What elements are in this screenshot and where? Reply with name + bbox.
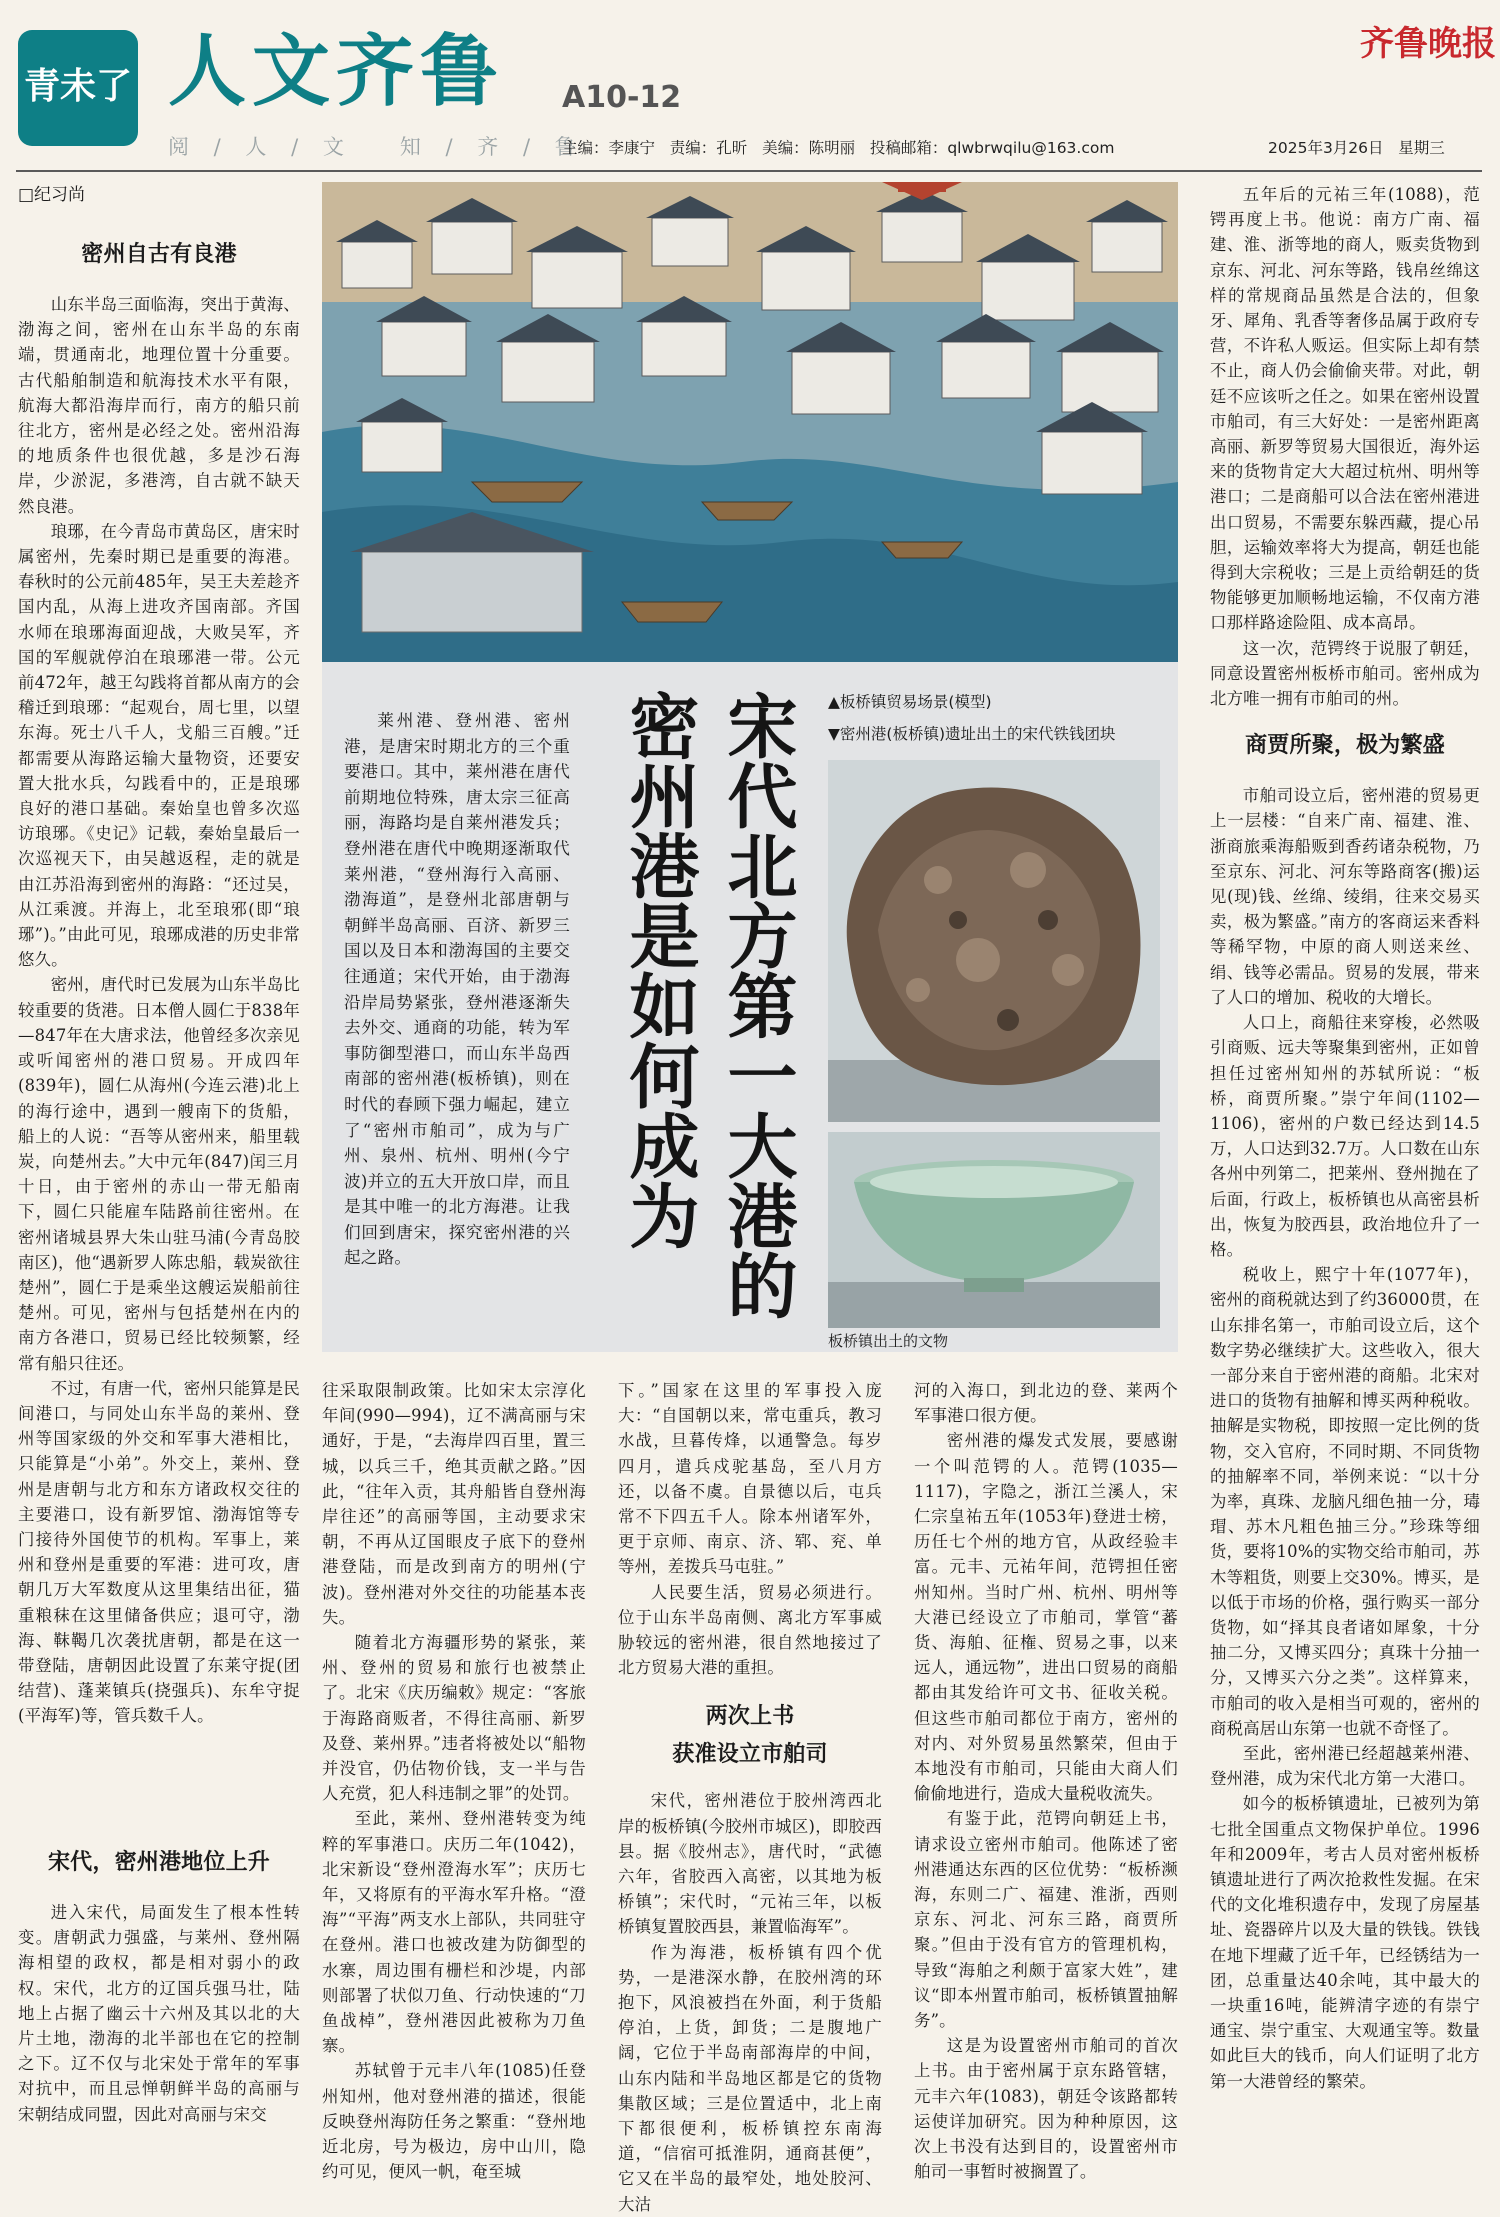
logo-text: 青未了 <box>23 66 132 107</box>
paragraph: 市舶司设立后，密州港的贸易更上一层楼：“自来广南、福建、淮、浙商旅乘海船贩到香药诸杂税物，乃至京东、河北、河东等路商客(搬)运见(现)钱、丝绵、绫绢，往来交易买卖，极为繁盛。”南方的客商运来香料等稀罕物，中原的商人则送来丝、绢、钱等必需品。贸易的发展，带来了人口的增加、税收的大增长。 <box>1210 786 1480 1007</box>
masthead <box>0 0 1500 180</box>
caption-top-photo: ▲板桥镇贸易场景(模型) <box>828 693 992 711</box>
paragraph: 下。”国家在这里的军事投入庞大：“自国朝以来，常屯重兵，教习水战，旦暮传烽，以通警急。每岁四月，遣兵戍驼基岛，至八月方还，以备不虞。自景德以后，屯兵常不下四五千人。除本州诸军外，更于京师、南京、济、郓、兖、单等州，差拨兵马屯驻。” <box>618 1381 882 1577</box>
paragraph: 至此，莱州、登州港转变为纯粹的军事港口。庆历二年(1042)，北宋新设“登州澄海水军”；庆历七年，又将原有的平海水军升格。“澄海”“平海”两支水上部队，共同驻守在登州。港口也被改建为防御型的水寨，周边围有栅栏和沙堤，内部则部署了状似刀鱼、行动快速的“刀鱼战棹”，登州港因此被称为刀鱼寨。 <box>322 1809 586 2056</box>
celadon-bowl-photo <box>828 1132 1160 1328</box>
subhead-prosperity: 商贾所聚，极为繁盛 <box>1245 733 1445 759</box>
column-4 <box>914 1378 1178 2190</box>
harbor-model-photo <box>322 182 1178 662</box>
paragraph: 如今的板桥镇遗址，已被列为第七批全国重点文物保护单位。1996年和2009年，考古人员对密州板桥镇遗址进行了两次抢救性发掘。在宋代的文化堆积遗存中，发现了房屋基址、瓷器碎片以及大量的铁钱。铁钱在地下埋藏了近千年，已经锈结为一团，总重量达40余吨，其中最大的一块重16吨，能辨清字迹的有崇宁通宝、崇宁重宝、大观通宝等。数量如此巨大的钱币，向人们证明了北方第一大港曾经的繁荣。 <box>1210 1794 1480 2091</box>
paragraph: 这一次，范锷终于说服了朝廷，同意设置密州板桥市舶司。密州成为北方唯一拥有市舶司的州。 <box>1210 638 1480 709</box>
header-rule <box>16 170 1482 172</box>
credits-line: 主编：李康宁 责编：孔昕 美编：陈明丽 投稿邮箱：qlwbrwqilu@163.com <box>562 139 1115 157</box>
paragraph: 苏轼曾于元丰八年(1085)任登州知州，他对登州港的描述，很能反映登州海防任务之繁重：“登州地近北房，号为极边，房中山川，隐约可见，便风一帆，奄至城 <box>322 2061 586 2182</box>
paragraph: 宋代，密州港位于胶州湾西北岸的板桥镇(今胶州市城区)，即胶西县。据《胶州志》，唐代时，“武德六年，省胶西入高密，以其地为板桥镇”；宋代时，“元祐三年，以板桥镇复置胶西县，兼置临海军”。 <box>618 1791 882 1937</box>
column-1 <box>18 240 300 1726</box>
tagline: 阅 / 人 / 文 知 / 齐 / 鲁 <box>168 135 585 159</box>
subhead-song-rise: 宋代，密州港地位上升 <box>47 1850 270 1875</box>
author-byline: □纪习尚 <box>18 185 86 205</box>
subhead-two-petitions: 两次上书 <box>705 1704 795 1730</box>
column-3 <box>618 1378 882 2214</box>
celadon-bowl-illustration <box>828 1132 1160 1328</box>
harbor-model-illustration <box>322 182 1178 662</box>
lead-text: 莱州港、登州港、密州港，是唐宋时期北方的三个重要港口。其中，莱州港在唐代前期地位特殊，唐太宗三征高丽，海路均是自莱州港发兵；登州港在唐代中晚期逐渐取代莱州港，“登州海行入高丽、渤海道”，是登州北部唐朝与朝鲜半岛高丽、百济、新罗三国以及日本和渤海国的主要交往通道；宋代开始，由于渤海沿岸局势紧张，登州港逐渐失去外交、通商的功能，转为军事防御型港口，而山东半岛西南部的密州港(板桥镇)，则在时代的春顾下强力崛起，建立了“密州市舶司”，成为与广州、泉州、杭州、明州(今宁波)并立的五大开放口岸，而且是其中唯一的北方海港。让我们回到唐宋，探究密州港的兴起之路。 <box>344 711 570 1268</box>
paragraph: 随着北方海疆形势的紧张，莱州、登州的贸易和旅行也被禁止了。北宋《庆历编敕》规定：“客旅于海路商贩者，不得往高丽、新罗及登、莱州界。”违者将被处以“船物并没官，仍估物价钱，支一半与告人充赏，犯人科违制之罪”的处罚。 <box>322 1633 586 1804</box>
paragraph: 密州，唐代时已发展为山东半岛比较重要的货港。日本僧人圆仁于838年—847年在大唐求法，他曾经多次亲见或听闻密州的港口贸易。开成四年(839年)，圆仁从海州(今连云港)北上的海行途中，遇到一艘南下的货船，船上的人说：“吾等从密州来，船里载炭，向楚州去。”大中元年(847)闰三月十日，由于密州的赤山一带无船南下，圆仁只能雇车陆路前往密州。在密州诸城县界大朱山驻马浦(今青岛胶南区)，他“遇新罗人陈忠船，载炭欲往楚州”，圆仁于是乘坐这艘运炭船前往楚州。可见，密州与包括楚州在内的南方各港口，贸易已经比较频繁，经常有船只往还。 <box>18 975 300 1373</box>
headline-left: 密州港是如何成为 <box>618 690 701 1250</box>
page-range: A10-12 <box>562 80 682 115</box>
paragraph: 人口上，商船往来穿梭，必然吸引商贩、远夫等聚集到密州，正如曾担任过密州知州的苏轼所说：“板桥，商贾所聚。”崇宁年间(1102—1106)，密州的户数已经达到14.5万，人口达到32.7万。人口数在山东各州中列第二，把莱州、登州抛在了后面，行政上，板桥镇也从高密县析出，恢复为胶西县，政治地位升了一格。 <box>1210 1013 1480 1259</box>
paragraph: 这是为设置密州市舶司的首次上书。由于密州属于京东路管辖，元丰六年(1083)，朝廷令该路都转运使详加研究。因为种种原因，这次上书没有达到目的，设置密州市舶司一事暂时被搁置了。 <box>914 2036 1178 2182</box>
iron-coin-photo <box>828 760 1160 1122</box>
column-2 <box>322 1378 586 2190</box>
paragraph: 至此，密州港已经超越莱州港、登州港，成为宋代北方第一大港口。 <box>1210 1743 1480 1789</box>
paragraph: 不过，有唐一代，密州只能算是民间港口，与同处山东半岛的莱州、登州等国家级的外交和军事大港相比，只能算是“小弟”。外交上，莱州、登州是唐朝与北方和东方诸政权交往的主要港口，设有新罗馆、渤海馆等专门接待外国使节的机构。军事上，莱州和登州是重要的军港：进可攻，唐朝几万大军数度从这里集结出征，猫重粮秣在这里储备供应；退可守，渤海、靺鞨几次袭扰唐朝，都是在这一带登陆，唐朝因此设置了东莱守捉(团结营)、蓬莱镇兵(挠强兵)、东牟守捉(平海军)等，管兵数千人。 <box>18 1378 300 1726</box>
iron-coin-lump-illustration <box>828 760 1160 1122</box>
paragraph: 山东半岛三面临海，突出于黄海、渤海之间，密州在山东半岛的东南端，贯通南北，地理位置十分重要。古代船舶制造和航海技术水平有限，航海大都沿海岸而行，南方的船只前往北方，密州是必经之处。密州沿海的地质条件也很优越，多是沙石海岸，少淤泥，多港湾，自古就不缺天然良港。 <box>18 295 300 516</box>
paragraph: 河的入海口，到北边的登、莱两个军事港口很方便。 <box>914 1381 1178 1426</box>
section-title: 人文齐鲁 <box>168 26 505 117</box>
paragraph: 作为海港，板桥镇有四个优势，一是港深水静，在胶州湾的环抱下，风浪被挡在外面，利于货船停泊，上货，卸货；二是腹地广阔，它位于半岛南部海岸的中间，山东内陆和半岛地区都是它的货物集散区域；三是位置适中，北上南下都很便利，板桥镇控东南海道，“信宿可抵淮阴，通商甚便”，它又在半岛的最窄处，地处胶河、大沽 <box>618 1942 882 2214</box>
paragraph: 有鉴于此，范锷向朝廷上书，请求设立密州市舶司。他陈述了密州港通达东西的区位优势：“板桥濒海，东则二广、福建、淮浙，西则京东、河北、河东三路，商贾所聚。”但由于没有官方的管理机构，导致“海舶之利颇于富家大姓”，建议“即本州置市舶司，板桥镇置抽解务”。 <box>914 1809 1178 2031</box>
subhead-shibosi: 获准设立市舶司 <box>672 1742 828 1768</box>
column-1-lower <box>18 1848 300 2188</box>
paragraph: 人民要生活，贸易必须进行。位于山东半岛南侧、离北方军事威胁较远的密州港，很自然地接过了北方贸易大港的重担。 <box>618 1582 882 1678</box>
paragraph: 进入宋代，局面发生了根本性转变。唐朝武力强盛，与莱州、登州隔海相望的政权，都是相对弱小的政权。宋代，北方的辽国兵强马壮，陆地上占据了幽云十六州及其以北的大片土地，渤海的北半部也在它的控制之下。辽不仅与北宋处于常年的军事对抗中，而且忌惮朝鲜半岛的高丽与宋朝结成同盟，因此对高丽与宋交 <box>18 1903 300 2124</box>
paragraph: 琅琊，在今青岛市黄岛区，唐宋时属密州，先秦时期已是重要的海港。春秋时的公元前485年，吴王夫差趁齐国内乱，从海上进攻齐国南部。齐国水师在琅琊海面迎战，大败吴军，齐国的军舰就停泊在琅琊港一带。公元前472年，越王勾践将首都从南方的会稽迁到琅琊：“起观台，周七里，以望东海。死士八千人，戈船三百艘。”迁都需要从海路运输大量物资，还要安置大批水兵，勾践看中的，正是琅琊良好的港口基础。秦始皇也曾多次巡访琅琊。《史记》记载，秦始皇最后一次巡视天下，由吴越返程，走的就是由江苏沿海到密州的海路：“还过吴，从江乘渡。并海上，北至琅邪(即“琅琊”)。”由此可见，琅琊成港的历史非常悠久。 <box>18 521 300 970</box>
paragraph: 五年后的元祐三年(1088)，范锷再度上书。他说：南方广南、福建、淮、浙等地的商人，贩卖货物到京东、河北、河东等路，钱帛丝绵这样的常规商品虽然是合法的，但象牙、犀角、乳香等奢侈品属于政府专营，不许私人贩运。但实际上却有禁不止，商人仍会偷偷夹带。对此，朝廷不应该听之任之。如果在密州设置市舶司，有三大好处：一是密州距离高丽、新罗等贸易大国很近，海外运来的货物肯定大大超过杭州、明州等港口；二是商船可以合法在密州港进出口贸易，不需要东躲西藏，提心吊胆，运输效率将大为提高，朝廷也能得到大宗税收；三是上贡给朝廷的货物能够更加顺畅地运输，不仅南方港口那样路途险阻、成本高昂。 <box>1210 185 1480 633</box>
lead-paragraph <box>344 708 570 1328</box>
paragraph: 往采取限制政策。比如宋太宗淳化年间(990—994)，辽不满高丽与宋通好，于是，“去海岸四百里，置三城，以兵三千，绝其贡献之路。”因此，“往年入贡，其舟船皆自登州海岸往还”的高丽等国，主动要求宋朝，不再从辽国眼皮子底下的登州港登陆，而是改到南方的明州(宁波)。登州港对外交往的功能基本丧失。 <box>322 1381 586 1627</box>
paragraph: 密州港的爆发式发展，要感谢一个叫范锷的人。范锷(1035—1117)，字隐之，浙江兰溪人，宋仁宗皇祐五年(1053年)登进士榜，历任七个州的地方官，从政经验丰富。元丰、元祐年间，范锷担任密州知州。当时广州、杭州、明州等大港已经设立了市舶司，掌管“蕃货、海舶、征権、贸易之事，以来远人，通远物”，进出口贸易的商船都由其发给许可文书、征收关税。但这些市舶司都位于南方，密州的对内、对外贸易虽然繁荣，但由于本地没有市舶司，只能由大商人们偷偷地进行，造成大量税收流失。 <box>914 1431 1178 1804</box>
headline-right: 宋代北方第一大港的 <box>716 690 799 1320</box>
paragraph: 税收上，熙宁十年(1077年)，密州的商税就达到了约36000贯，在山东排名第一，市舶司设立后，这个数字势必继续扩大。这些收入，很大一部分来自于密州港的商船。北宋对进口的货物有抽解和博买两种税收。抽解是实物税，即按照一定比例的货物，交入官府，不同时期、不同货物的抽解率不同，举例来说：“以十分为率，真珠、龙脑凡细色抽一分，瑇瑁、苏木凡粗色抽三分。”珍珠等细货，要将10%的实物交给市舶司，苏木等粗货，则要上交30%。博买，是以低于市场的价格，强行购买一部分货物，如“择其良者诸如犀象，十分抽二分，又博买四分；真珠十分抽一分，又博买六分之类”。这样算来，市舶司的收入是相当可观的，密州的商税高居山东第一也就不奇怪了。 <box>1210 1265 1480 1738</box>
column-5 <box>1210 182 1480 2190</box>
issue-date: 2025年3月26日 星期三 <box>1268 139 1445 157</box>
caption-celadon: 板桥镇出土的文物 <box>828 1332 949 1350</box>
subhead-good-harbor: 密州自古有良港 <box>81 242 237 267</box>
brand-logo: 齐鲁晚报 <box>1360 24 1496 64</box>
caption-iron-coins: ▼密州港(板桥镇)遗址出土的宋代铁钱团块 <box>828 725 1116 743</box>
